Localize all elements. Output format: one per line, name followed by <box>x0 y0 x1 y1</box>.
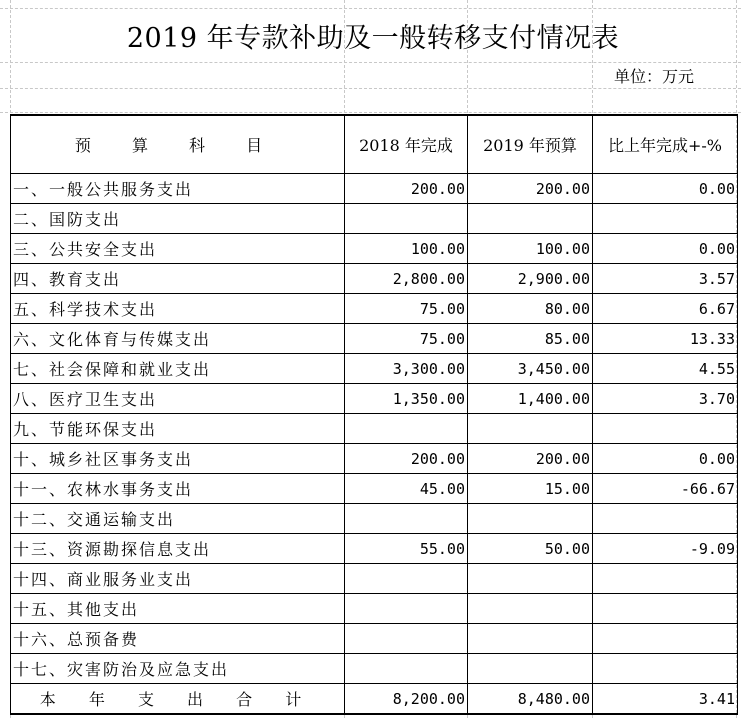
cell-2018-completed[interactable]: 75.00 <box>345 324 468 354</box>
cell-2018-completed[interactable] <box>345 594 468 624</box>
cell-change-pct[interactable]: 0.00 <box>593 174 738 204</box>
cell-2018-completed[interactable] <box>345 564 468 594</box>
cell-2018-completed[interactable]: 3,300.00 <box>345 354 468 384</box>
cell-change-pct[interactable]: 4.55 <box>593 354 738 384</box>
page-title: 2019 年专款补助及一般转移支付情况表 <box>126 22 620 54</box>
cell-change-pct[interactable] <box>593 624 738 654</box>
cell-2018-completed[interactable] <box>345 624 468 654</box>
header-change-pct[interactable]: 比上年完成+-% <box>593 115 738 174</box>
cell-subject[interactable]: 十一、农林水事务支出 <box>11 474 345 504</box>
cell-subject[interactable]: 九、节能环保支出 <box>11 414 345 444</box>
cell-2018-completed[interactable]: 1,350.00 <box>345 384 468 414</box>
cell-2018-completed[interactable]: 8,200.00 <box>345 684 468 715</box>
cell-change-pct[interactable]: 0.00 <box>593 444 738 474</box>
total-row <box>11 684 738 715</box>
header-subject[interactable]: 预 算 科 目 <box>11 115 345 174</box>
table-row <box>11 504 738 534</box>
cell-change-pct[interactable]: -9.09 <box>593 534 738 564</box>
cell-2019-budget[interactable]: 200.00 <box>468 444 593 474</box>
cell-subject[interactable]: 二、国防支出 <box>11 204 345 234</box>
cell-2019-budget[interactable]: 100.00 <box>468 234 593 264</box>
cell-2019-budget[interactable] <box>468 204 593 234</box>
cell-2018-completed[interactable] <box>345 654 468 684</box>
table-header-row <box>11 115 738 174</box>
cell-2019-budget[interactable]: 85.00 <box>468 324 593 354</box>
cell-subject[interactable]: 五、科学技术支出 <box>11 294 345 324</box>
cell-2018-completed[interactable] <box>345 414 468 444</box>
cell-2018-completed[interactable]: 200.00 <box>345 444 468 474</box>
cell-2018-completed[interactable] <box>345 504 468 534</box>
table-row <box>11 174 738 204</box>
cell-change-pct[interactable]: -66.67 <box>593 474 738 504</box>
cell-2019-budget[interactable]: 3,450.00 <box>468 354 593 384</box>
cell-2018-completed[interactable]: 100.00 <box>345 234 468 264</box>
cell-2019-budget[interactable]: 80.00 <box>468 294 593 324</box>
cell-subject[interactable]: 一、一般公共服务支出 <box>11 174 345 204</box>
cell-change-pct[interactable]: 6.67 <box>593 294 738 324</box>
cell-2018-completed[interactable]: 45.00 <box>345 474 468 504</box>
budget-table <box>10 114 738 715</box>
cell-2019-budget[interactable]: 2,900.00 <box>468 264 593 294</box>
cell-change-pct[interactable] <box>593 414 738 444</box>
cell-2019-budget[interactable] <box>468 654 593 684</box>
cell-2019-budget[interactable] <box>468 594 593 624</box>
cell-change-pct[interactable]: 3.57 <box>593 264 738 294</box>
cell-2019-budget[interactable]: 8,480.00 <box>468 684 593 715</box>
cell-2019-budget[interactable] <box>468 414 593 444</box>
cell-subject[interactable]: 十、城乡社区事务支出 <box>11 444 345 474</box>
cell-change-pct[interactable]: 3.70 <box>593 384 738 414</box>
table-row <box>11 204 738 234</box>
table-row <box>11 624 738 654</box>
cell-2018-completed[interactable]: 2,800.00 <box>345 264 468 294</box>
cell-2018-completed[interactable]: 200.00 <box>345 174 468 204</box>
gridline <box>0 88 741 89</box>
cell-change-pct[interactable] <box>593 654 738 684</box>
cell-2018-completed[interactable] <box>345 204 468 234</box>
table-row <box>11 264 738 294</box>
cell-2018-completed[interactable]: 75.00 <box>345 294 468 324</box>
table-row <box>11 654 738 684</box>
table-row <box>11 534 738 564</box>
cell-subject[interactable]: 十七、灾害防治及应急支出 <box>11 654 345 684</box>
table-row <box>11 474 738 504</box>
cell-change-pct[interactable]: 3.41 <box>593 684 738 715</box>
cell-subject[interactable]: 十四、商业服务业支出 <box>11 564 345 594</box>
table-row <box>11 564 738 594</box>
cell-2018-completed[interactable]: 55.00 <box>345 534 468 564</box>
cell-subject[interactable]: 三、公共安全支出 <box>11 234 345 264</box>
cell-change-pct[interactable] <box>593 564 738 594</box>
header-2018-completed[interactable]: 2018 年完成 <box>345 115 468 174</box>
cell-subject[interactable]: 十六、总预备费 <box>11 624 345 654</box>
cell-subject[interactable]: 六、文化体育与传媒支出 <box>11 324 345 354</box>
unit-label: 单位：万元 <box>614 66 695 86</box>
table-row <box>11 324 738 354</box>
table-row <box>11 354 738 384</box>
cell-change-pct[interactable] <box>593 594 738 624</box>
table-row <box>11 234 738 264</box>
gridline <box>0 112 741 113</box>
cell-subject[interactable]: 十三、资源勘探信息支出 <box>11 534 345 564</box>
header-2019-budget[interactable]: 2019 年预算 <box>468 115 593 174</box>
cell-change-pct[interactable]: 0.00 <box>593 234 738 264</box>
cell-2019-budget[interactable]: 15.00 <box>468 474 593 504</box>
table-row <box>11 384 738 414</box>
table-row <box>11 294 738 324</box>
cell-2019-budget[interactable]: 1,400.00 <box>468 384 593 414</box>
cell-2019-budget[interactable] <box>468 564 593 594</box>
cell-change-pct[interactable] <box>593 204 738 234</box>
cell-subject[interactable]: 八、医疗卫生支出 <box>11 384 345 414</box>
cell-subject[interactable]: 本 年 支 出 合 计 <box>11 684 345 715</box>
cell-subject[interactable]: 十五、其他支出 <box>11 594 345 624</box>
cell-2019-budget[interactable]: 200.00 <box>468 174 593 204</box>
cell-subject[interactable]: 四、教育支出 <box>11 264 345 294</box>
cell-2019-budget[interactable] <box>468 624 593 654</box>
cell-change-pct[interactable] <box>593 504 738 534</box>
table-row <box>11 414 738 444</box>
cell-2019-budget[interactable] <box>468 504 593 534</box>
cell-2019-budget[interactable]: 50.00 <box>468 534 593 564</box>
cell-subject[interactable]: 十二、交通运输支出 <box>11 504 345 534</box>
table-row <box>11 444 738 474</box>
cell-subject[interactable]: 七、社会保障和就业支出 <box>11 354 345 384</box>
cell-change-pct[interactable]: 13.33 <box>593 324 738 354</box>
table-row <box>11 594 738 624</box>
